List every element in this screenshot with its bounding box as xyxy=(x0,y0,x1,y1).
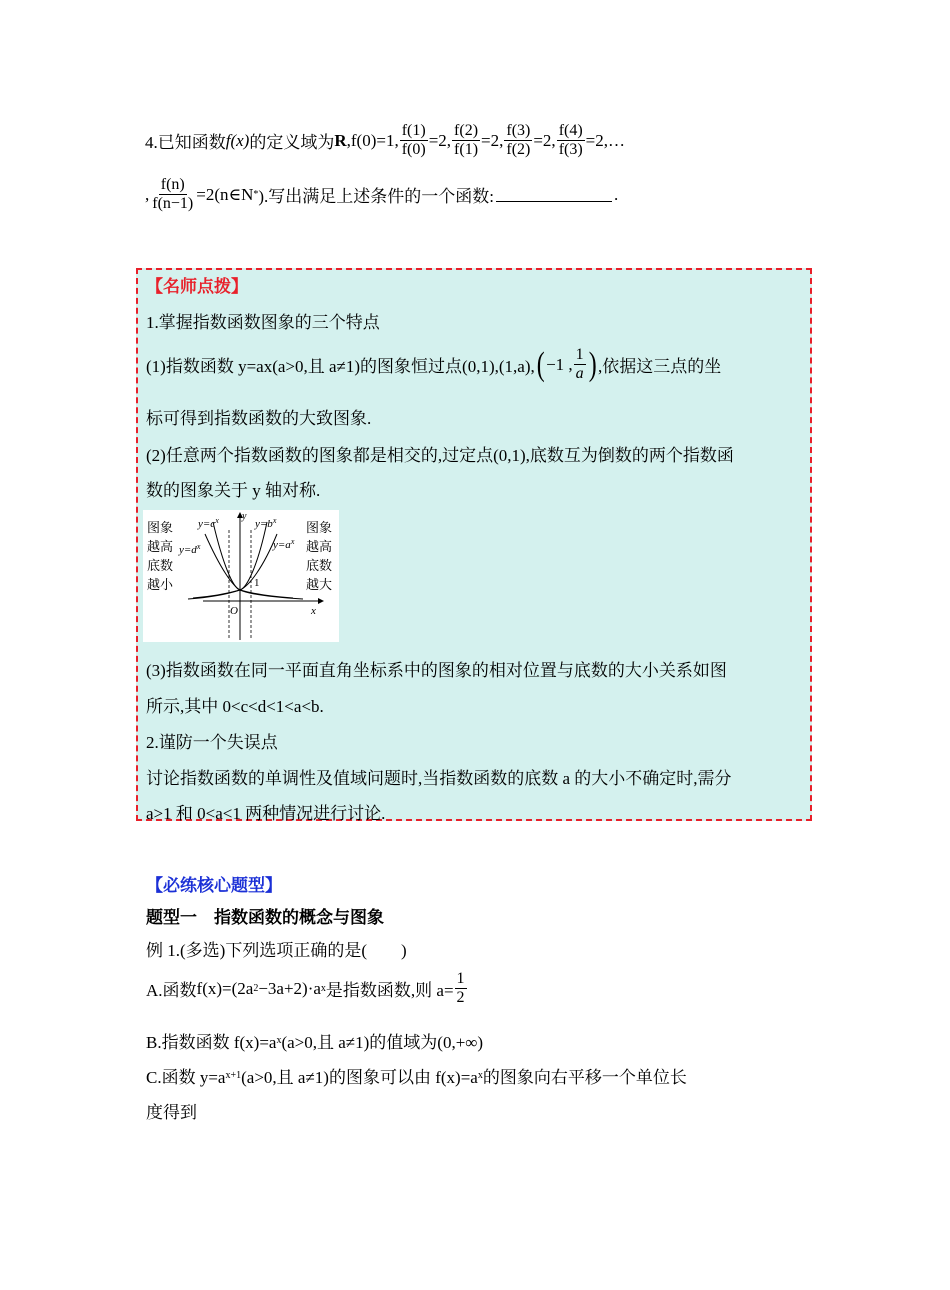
option-a-text: 是指数函数,则 a= xyxy=(325,981,454,1001)
option-a-label: A.函数 xyxy=(146,981,197,1001)
right-text-2: 越高 xyxy=(306,539,333,554)
q4-fx: f(x) xyxy=(225,130,250,150)
label-b: $y=b^x$ xyxy=(255,516,277,530)
tips-para-1b: ,依据这三点的坐 xyxy=(597,357,722,377)
q4-period: . xyxy=(614,184,619,204)
right-text-4: 越大 xyxy=(306,577,333,592)
exponential-graph-svg xyxy=(143,510,339,642)
origin-label: O xyxy=(230,605,238,617)
option-c: C.函数 y=a x+1 (a>0,且 a≠1)的图象可以由 f(x)=a x 的图象向右平移一个单位长 xyxy=(146,1063,687,1088)
tips-heading-1: 1.掌握指数函数图象的三个特点 xyxy=(146,313,380,332)
right-text-1: 图象 xyxy=(306,520,333,535)
tips-para-1a: (1)指数函数 y=ax(a>0,且 a≠1)的图象恒过点(0,1),(1,a), xyxy=(146,357,535,377)
label-c: $y=c^x$ xyxy=(198,516,219,530)
option-a-fraction-half: $\frac{1}{2}$ xyxy=(456,970,465,1007)
tips-title: 【名师点拨】 xyxy=(146,277,248,296)
option-c-text2: (a>0,且 a≠1)的图象可以由 f(x)=a xyxy=(241,1068,478,1087)
x-axis-arrow xyxy=(318,598,324,604)
q4-eq-3: =2, xyxy=(533,130,556,150)
axis-label-y: y xyxy=(242,511,247,522)
q4-f0: ,f(0)=1, xyxy=(346,130,399,150)
tips-para-3b: 所示,其中 0<c<d<1<a<b. xyxy=(146,697,324,716)
right-text-3: 底数 xyxy=(306,558,333,573)
q4-eq-4: =2,… xyxy=(585,130,626,150)
option-a: A.函数 f(x)=(2a 2 −3a+2)·a x 是指数函数,则 a= $\frac{1}{2}$ xyxy=(146,970,465,1007)
label-a: $y=a^x$ xyxy=(273,537,295,551)
q4-fraction-1: $\frac{f(1)}{f(0)}$ xyxy=(401,122,426,159)
q4-eq-2: =2, xyxy=(481,130,504,150)
tips-point-x: −1 , xyxy=(546,354,573,374)
tips-para-2a: (2)任意两个指数函数的图象都是相交的,过定点(0,1),底数互为倒数的两个指数函 xyxy=(146,446,734,465)
one-label: 1 xyxy=(254,577,260,589)
tips-para-1 xyxy=(146,346,721,384)
question-4-line1 xyxy=(145,122,625,160)
exponential-graph-figure xyxy=(143,510,339,642)
core-section-title: 【必练核心题型】 xyxy=(146,876,282,895)
question-4-line2: , $\frac{f(n)}{f(n-1)}$ =2(n∈N * ).写出满足上述条件的一个函数: . xyxy=(145,176,619,213)
tips-fraction-1-over-a: $\frac{1}{a}$ xyxy=(575,346,584,383)
tips-para-4b: a>1 和 0<a<1 两种情况进行讨论. xyxy=(146,804,386,823)
example-1-stem: 例 1.(多选)下列选项正确的是( ) xyxy=(146,941,407,960)
tips-para-3a: (3)指数函数在同一平面直角坐标系中的图象的相对位置与底数的大小关系如图 xyxy=(146,661,727,680)
left-text-3: 底数 xyxy=(147,558,174,573)
tips-para-4a: 讨论指数函数的单调性及值域问题时,当指数函数的底数 a 的大小不确定时,需分 xyxy=(146,769,732,788)
option-b: B.指数函数 f(x)=a x (a>0,且 a≠1)的值域为(0,+∞) xyxy=(146,1028,483,1053)
right-paren: ) xyxy=(588,345,597,383)
q4-prompt: ).写出满足上述条件的一个函数: xyxy=(258,187,495,207)
option-b-text2: (a>0,且 a≠1)的值域为(0,+∞) xyxy=(281,1033,484,1052)
q4-prefix: 4.已知函数 xyxy=(145,133,226,153)
axis-label-x: x xyxy=(311,605,316,617)
q4-eq-n: =2(n∈N xyxy=(196,184,254,204)
curve-c xyxy=(213,522,293,598)
q4-fraction-4: $\frac{f(4)}{f(3)}$ xyxy=(558,122,583,159)
tips-para-1c: 标可得到指数函数的大致图象. xyxy=(146,409,372,428)
tips-heading-2: 2.谨防一个失误点 xyxy=(146,733,278,752)
q4-fraction-3: $\frac{f(3)}{f(2)}$ xyxy=(506,122,531,159)
option-a-func: f(x)=(2a xyxy=(196,978,254,998)
option-c-continued: 度得到 xyxy=(146,1103,197,1122)
q4-mid: 的定义域为 xyxy=(249,133,335,153)
left-text-2: 越高 xyxy=(147,539,174,554)
q4-fraction-n: $\frac{f(n)}{f(n-1)}$ xyxy=(152,176,194,213)
tips-para-2b: 数的图象关于 y 轴对称. xyxy=(146,481,321,500)
question-type-1-title: 题型一 指数函数的概念与图象 xyxy=(146,908,384,927)
q4-real-set: R xyxy=(334,130,347,150)
q4-comma: , xyxy=(145,184,150,204)
curve-a xyxy=(188,534,277,599)
left-paren: ( xyxy=(536,345,545,383)
option-c-text1: C.函数 y=a xyxy=(146,1068,226,1087)
left-text-1: 图象 xyxy=(147,520,174,535)
q4-fraction-2: $\frac{f(2)}{f(1)}$ xyxy=(454,122,479,159)
option-b-text1: B.指数函数 f(x)=a xyxy=(146,1033,277,1052)
answer-blank[interactable] xyxy=(496,187,612,202)
label-d: $y=d^x$ xyxy=(179,542,201,556)
option-c-text3: 的图象向右平移一个单位长 xyxy=(482,1068,687,1087)
option-a-func2: −3a+2)·a xyxy=(258,978,321,998)
q4-eq-1: =2, xyxy=(428,130,452,150)
left-text-4: 越小 xyxy=(147,577,174,592)
